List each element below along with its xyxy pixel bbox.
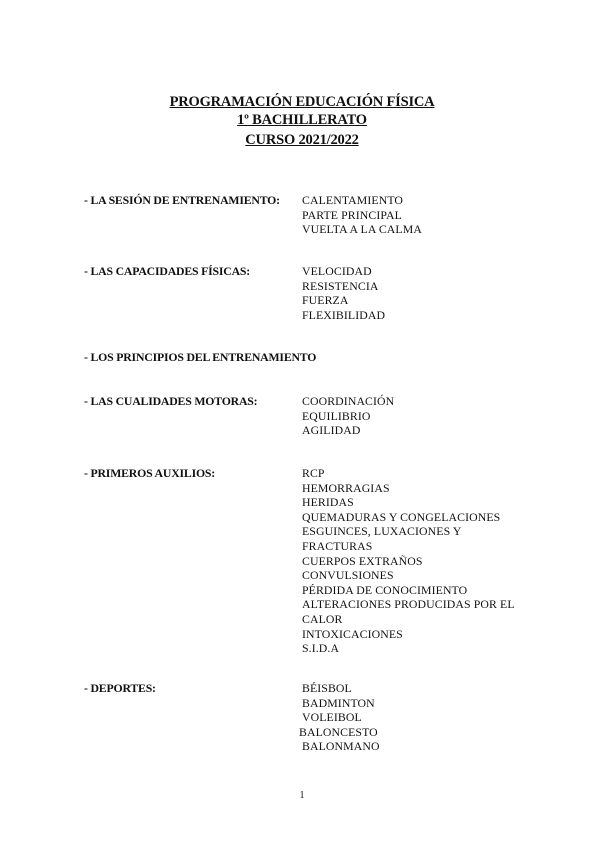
list-item: FLEXIBILIDAD	[302, 307, 386, 322]
course-level: 1º BACHILLERATO	[237, 112, 367, 128]
page-number: 1	[299, 790, 305, 801]
list-item: VELOCIDAD	[302, 264, 372, 278]
section-items-first-aid	[302, 466, 532, 656]
list-item: CALENTAMIENTO	[302, 193, 404, 207]
list-item: RESISTENCIA	[302, 278, 379, 293]
list-item: COORDINACIÓN	[302, 394, 395, 408]
list-item: ESGUINCES, LUXACIONES Y	[302, 524, 462, 539]
list-item: BADMINTON	[302, 695, 375, 710]
section-label-sports: - DEPORTES:	[84, 681, 156, 695]
section-items-training-session	[302, 193, 532, 237]
list-item: S.I.D.A	[302, 641, 340, 656]
section-items-motor-qualities	[302, 394, 532, 438]
list-item: EQUILIBRIO	[302, 408, 371, 423]
list-item: QUEMADURAS Y CONGELACIONES	[302, 509, 501, 524]
section-items-physical-capacities	[302, 264, 532, 322]
section-label-motor-qualities: - LAS CUALIDADES MOTORAS:	[84, 394, 258, 408]
list-item: FUERZA	[302, 293, 349, 308]
list-item: PÉRDIDA DE CONOCIMIENTO	[302, 582, 468, 597]
list-item: BALONCESTO	[299, 724, 378, 739]
section-label-first-aid: - PRIMEROS AUXILIOS:	[84, 466, 216, 480]
list-item: CALOR	[302, 611, 343, 626]
list-item: AGILIDAD	[302, 423, 361, 438]
document-title: PROGRAMACIÓN EDUCACIÓN FÍSICA	[169, 94, 435, 110]
list-item: PARTE PRINCIPAL	[302, 207, 402, 222]
section-items-sports	[299, 681, 532, 754]
list-item: CONVULSIONES	[302, 568, 394, 583]
list-item: RCP	[302, 466, 325, 480]
list-item: HERIDAS	[302, 495, 354, 510]
list-item: BÉISBOL	[302, 681, 352, 695]
list-item: FRACTURAS	[302, 538, 373, 553]
list-item: ALTERACIONES PRODUCIDAS POR EL	[302, 597, 515, 612]
list-item: BALONMANO	[302, 739, 380, 754]
list-item: CUERPOS EXTRAÑOS	[302, 553, 423, 568]
section-label-training-session: - LA SESIÓN DE ENTRENAMIENTO:	[84, 193, 280, 207]
school-year: CURSO 2021/2022	[245, 132, 359, 148]
list-item: INTOXICACIONES	[302, 626, 403, 641]
section-label-physical-capacities: - LAS CAPACIDADES FÍSICAS:	[84, 264, 250, 278]
list-item: HEMORRAGIAS	[302, 480, 390, 495]
section-label-training-principles: - LOS PRINCIPIOS DEL ENTRENAMIENTO	[84, 350, 317, 364]
list-item: VOLEIBOL	[302, 710, 362, 725]
list-item: VUELTA A LA CALMA	[302, 222, 422, 237]
